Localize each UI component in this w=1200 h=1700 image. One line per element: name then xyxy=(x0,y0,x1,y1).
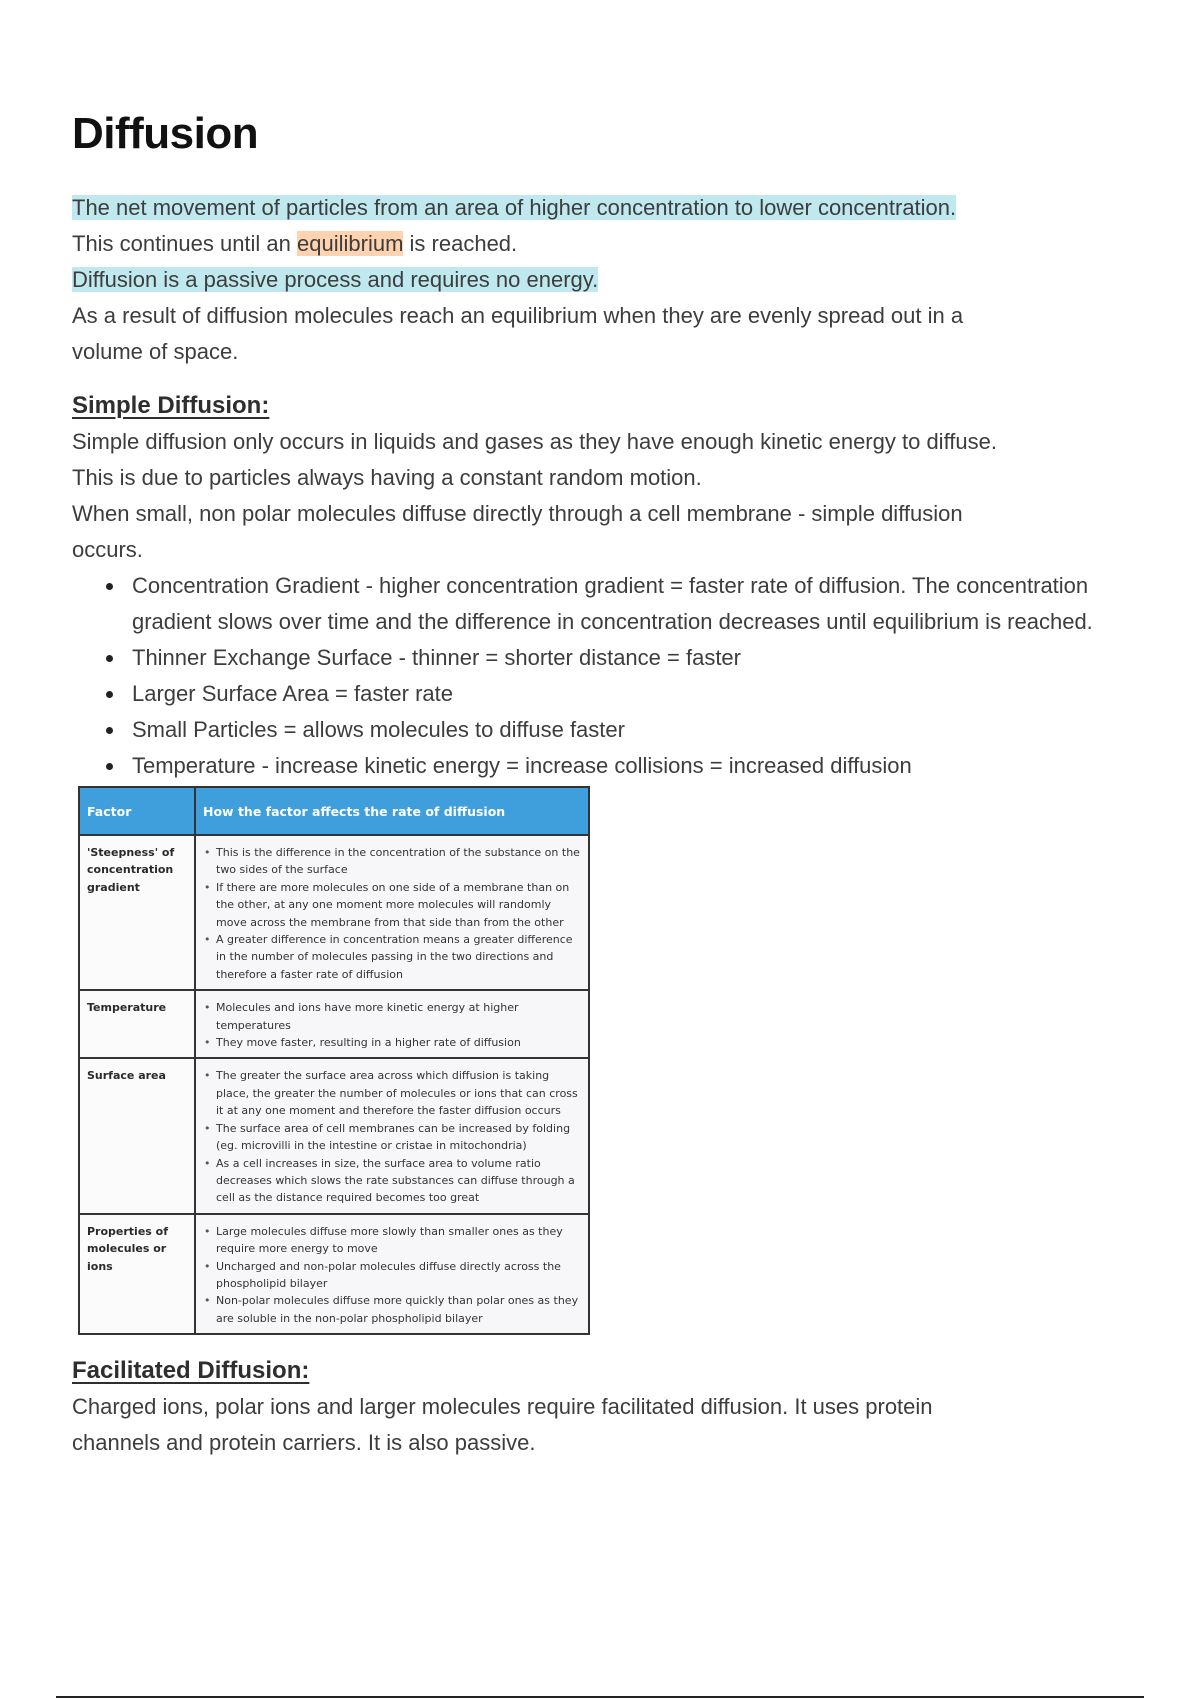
description-cell xyxy=(195,1214,589,1334)
document-page xyxy=(72,108,1132,1461)
equilibrium-highlight: equilibrium xyxy=(297,231,404,256)
description-cell xyxy=(195,835,589,990)
description-point: • Uncharged and non-polar molecules diffuse directly across the phospholipid bilayer xyxy=(202,1258,582,1293)
table-row xyxy=(79,1058,589,1213)
table-row xyxy=(79,990,589,1058)
description-point: • They move faster, resulting in a higher rate of diffusion xyxy=(202,1034,582,1051)
facilitated-line-2: channels and protein carriers. It is also passive. xyxy=(72,1430,536,1456)
description-point: • As a cell increases in size, the surface area to volume ratio decreases which slows the rate substances can diffuse through a cell as the distance required becomes too great xyxy=(202,1155,582,1207)
factor-cell: Surface area xyxy=(79,1058,195,1213)
page-title: Diffusion xyxy=(72,109,259,158)
page-bottom-divider xyxy=(56,1696,1144,1698)
bullet-temperature: Temperature - increase kinetic energy = increase collisions = increased diffusion xyxy=(104,748,1132,784)
description-cell xyxy=(195,990,589,1058)
bullet-small-particles: Small Particles = allows molecules to diffuse faster xyxy=(104,712,1132,748)
description-point: • The surface area of cell membranes can be increased by folding (eg. microvilli in the intestine or cristae in mitochondria) xyxy=(202,1120,582,1155)
description-cell xyxy=(195,1058,589,1213)
intro-line-4: As a result of diffusion molecules reach an equilibrium when they are evenly spread out in a xyxy=(72,303,964,328)
bullet-concentration-gradient: Concentration Gradient - higher concentration gradient = faster rate of diffusion. The concentration gradient slows over time and the difference in concentration decreases until equilibrium is reached. xyxy=(104,568,1132,640)
description-point: • Non-polar molecules diffuse more quickly than polar ones as they are soluble in the non-polar phospholipid bilayer xyxy=(202,1292,582,1327)
factors-bullet-list xyxy=(104,568,1132,784)
description-point: • This is the difference in the concentration of the substance on the two sides of the surface xyxy=(202,844,582,879)
intro-line-2 xyxy=(72,226,1132,262)
factor-cell: 'Steepness' of concentration gradient xyxy=(79,835,195,990)
factors-table-image xyxy=(78,786,590,1335)
facilitated-line-1: Charged ions, polar ions and larger molecules require facilitated diffusion. It uses protein xyxy=(72,1394,933,1420)
bullet-larger-surface-area: Larger Surface Area = faster rate xyxy=(104,676,1132,712)
facilitated-diffusion-heading: Facilitated Diffusion: xyxy=(72,1357,310,1385)
intro-line-3 xyxy=(72,262,1132,298)
intro-line-5: volume of space. xyxy=(72,339,239,364)
factors-table xyxy=(78,786,590,1335)
simple-line-2: This is due to particles always having a constant random motion. xyxy=(72,465,702,490)
simple-line-3: When small, non polar molecules diffuse directly through a cell membrane - simple diffusion xyxy=(72,501,963,526)
table-row xyxy=(79,835,589,990)
simple-line-4: occurs. xyxy=(72,537,143,562)
table-header-row xyxy=(79,787,589,835)
description-point: • Molecules and ions have more kinetic energy at higher temperatures xyxy=(202,999,582,1034)
intro-line-2-end: is reached. xyxy=(403,231,518,256)
intro-section xyxy=(72,190,1132,370)
description-point: • The greater the surface area across which diffusion is taking place, the greater the number of molecules or ions that can cross it at any one moment and therefore the faster diffusion occurs xyxy=(202,1067,582,1119)
definition-highlight: The net movement of particles from an area of higher concentration to lower concentration. xyxy=(72,195,957,220)
table-row xyxy=(79,1214,589,1334)
factor-cell: Temperature xyxy=(79,990,195,1058)
description-point: • Large molecules diffuse more slowly than smaller ones as they require more energy to move xyxy=(202,1223,582,1258)
bullet-thinner-surface: Thinner Exchange Surface - thinner = shorter distance = faster xyxy=(104,640,1132,676)
description-point: • If there are more molecules on one side of a membrane than on the other, at any one moment more molecules will randomly move across the membrane from that side than from the other xyxy=(202,879,582,931)
intro-line-2-start: This continues until an xyxy=(72,231,298,256)
simple-line-1: Simple diffusion only occurs in liquids and gases as they have enough kinetic energy to diffuse. xyxy=(72,429,997,454)
header-factor: Factor xyxy=(79,787,195,835)
header-effect: How the factor affects the rate of diffusion xyxy=(195,787,589,835)
simple-diffusion-heading: Simple Diffusion: xyxy=(72,392,270,419)
description-point: • A greater difference in concentration means a greater difference in the number of molecules passing in the two directions and therefore a faster rate of diffusion xyxy=(202,931,582,983)
intro-line-1 xyxy=(72,190,1132,226)
passive-process-highlight: Diffusion is a passive process and requires no energy. xyxy=(72,267,599,292)
factor-cell: Properties of molecules or ions xyxy=(79,1214,195,1334)
